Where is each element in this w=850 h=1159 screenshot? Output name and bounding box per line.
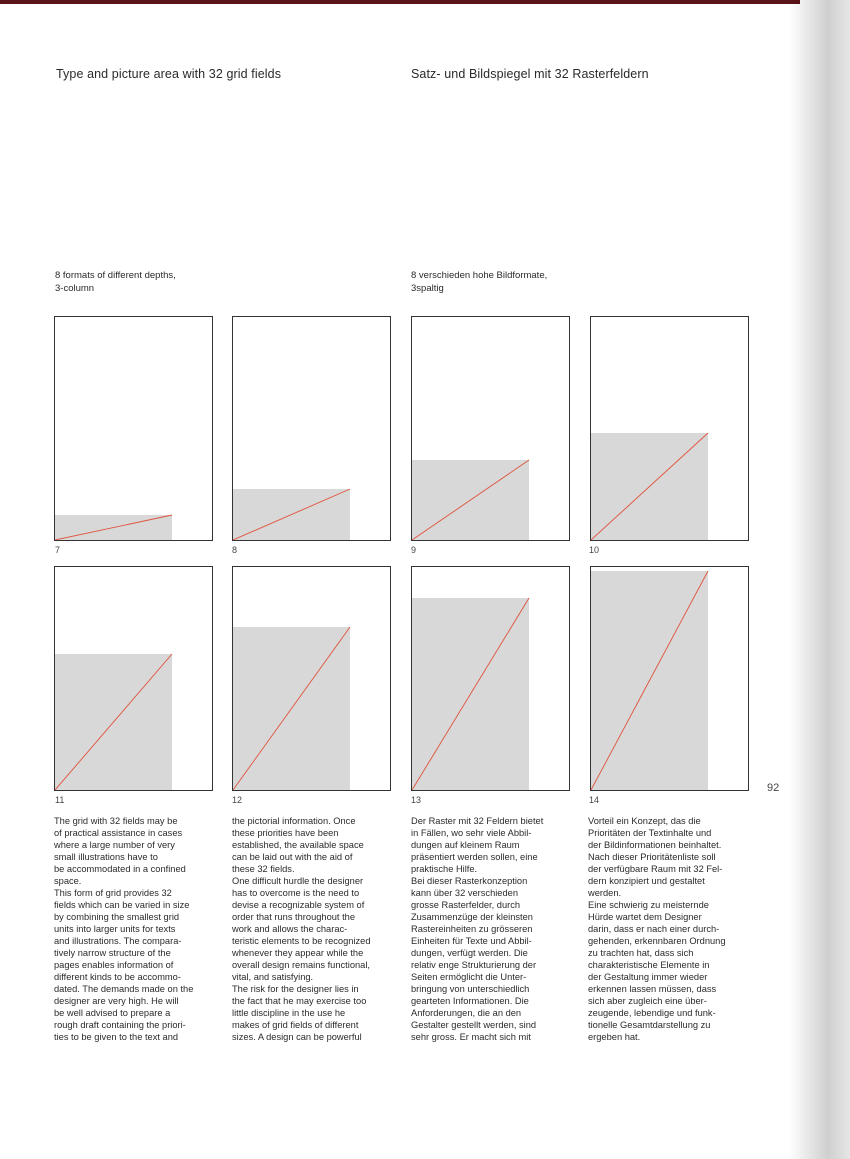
text-line: designer are very high. He will [54,996,179,1006]
text-line: Prioritäten der Textinhalte und [588,828,712,838]
text-line: This form of grid provides 32 [54,888,172,898]
text-line: The risk for the designer lies in [232,984,359,994]
figure-number-10: 10 [589,545,600,555]
text-line: darin, dass er nach einer durch- [588,924,720,934]
text-line: and illustrations. The compara- [54,936,182,946]
figure-number-7: 7 [55,545,61,555]
subheading-german-line-2: 3spaltig [411,283,444,294]
figure-number-8: 8 [232,545,238,555]
text-line: werden. [588,888,622,898]
text-line: gehenden, erkennbaren Ordnung [588,936,726,946]
text-line: Hürde wartet dem Designer [588,912,702,922]
text-line: has to overcome is the need to [232,888,360,898]
grid-format-10 [590,316,749,541]
text-line: established, the available space [232,840,364,850]
figure-number-9: 9 [411,545,417,555]
text-line: the pictorial information. Once [232,816,356,826]
format-diagram-8 [233,317,390,540]
text-line: sizes. A design can be powerful [232,1032,362,1042]
page-number: 92 [767,782,780,794]
text-line: Einheiten für Texte und Abbil- [411,936,532,946]
text-line: dungen, verfügt werden. Die [411,948,528,958]
text-line: relativ enge Strukturierung der [411,960,537,970]
text-line: tively narrow structure of the [54,948,171,958]
text-line: Der Raster mit 32 Feldern bietet [411,816,544,826]
subheading-english-line-1: 8 formats of different depths, [55,270,176,281]
text-line: der Bildinformationen beinhaltet. [588,840,722,850]
text-line: Nach dieser Prioritätenliste soll [588,852,716,862]
text-line: Zusammenzüge der kleinsten [411,912,533,922]
format-diagram-11 [55,567,212,790]
text-line: zeugende, lebendige und funk- [588,1008,716,1018]
text-line: dungen auf kleinem Raum [411,840,520,850]
grid-format-11 [54,566,213,791]
subheading-english-line-2: 3-column [55,283,95,294]
text-line: by combining the smallest grid [54,912,180,922]
text-line: space. [54,876,82,886]
book-spine [800,0,850,1159]
text-column-english-2 [232,815,394,1043]
text-line: One difficult hurdle the designer [232,876,364,886]
text-line: ergeben hat. [588,1032,641,1042]
text-line: be well advised to prepare a [54,1008,171,1018]
format-diagram-12 [233,567,390,790]
text-line: sehr gross. Er macht sich mit [411,1032,531,1042]
format-diagram-13 [412,567,569,790]
text-line: whenever they appear while the [232,948,364,958]
text-line: präsentiert werden sollen, eine [411,852,538,862]
text-line: praktische Hilfe. [411,864,478,874]
figure-number-13: 13 [411,795,422,805]
text-line: be accommodated in a confined [54,864,186,874]
text-line: The grid with 32 fields may be [54,816,178,826]
figure-number-12: 12 [232,795,243,805]
grid-format-9 [411,316,570,541]
text-line: the fact that he may exercise too [232,996,367,1006]
format-diagram-10 [591,317,748,540]
text-line: overall design remains functional, [232,960,370,970]
text-line: charakteristische Elemente in [588,960,710,970]
text-line: Bei dieser Rasterkonzeption [411,876,528,886]
format-diagram-14 [591,567,748,790]
text-line: these 32 fields. [232,864,295,874]
heading-english: Type and picture area with 32 grid fields [56,67,282,81]
text-line: pages enables information of [54,960,174,970]
text-line: can be laid out with the aid of [232,852,353,862]
text-line: grosse Rasterfelder, durch [411,900,521,910]
text-column-german-1 [411,815,573,1043]
text-line: units into larger units for texts [54,924,176,934]
text-line: Vorteil ein Konzept, das die [588,816,701,826]
text-line: makes of grid fields of different [232,1020,359,1030]
text-line: Gestalter gestellt werden, sind [411,1020,537,1030]
grid-format-12 [232,566,391,791]
text-line: different kinds to be accommo- [54,972,181,982]
text-line: Anforderungen, die an den [411,1008,522,1018]
text-line: small illustrations have to [54,852,158,862]
figure-number-11: 11 [55,795,65,805]
grid-format-14 [590,566,749,791]
text-line: sich aber zugleich eine über- [588,996,707,1006]
text-line: devise a recognizable system of [232,900,365,910]
text-column-english-1 [54,815,216,1043]
text-line: vital, and satisfying. [232,972,314,982]
grid-format-7 [54,316,213,541]
text-line: work and allows the charac- [232,924,348,934]
text-line: Rastereinheiten zu grösseren [411,924,533,934]
text-line: dated. The demands made on the [54,984,194,994]
text-line: kann über 32 verschieden [411,888,518,898]
text-line: of practical assistance in cases [54,828,183,838]
figure-number-14: 14 [589,795,600,805]
format-diagram-9 [412,317,569,540]
text-line: ties to be given to the text and [54,1032,179,1042]
subheading-english [55,269,176,295]
grid-format-8 [232,316,391,541]
text-line: Seiten ermöglicht die Unter- [411,972,527,982]
text-line: bringung von unterschiedlich [411,984,530,994]
text-column-german-2 [588,815,750,1043]
text-line: where a large number of very [54,840,175,850]
text-line: Eine schwierig zu meisternde [588,900,709,910]
text-line: in Fällen, wo sehr viele Abbil- [411,828,532,838]
text-line: dern konzipiert und gestaltet [588,876,705,886]
top-edge-bar [0,0,850,4]
heading-german: Satz- und Bildspiegel mit 32 Rasterfeldern [411,67,649,81]
format-diagram-7 [55,317,212,540]
text-line: tionelle Gesamtdarstellung zu [588,1020,711,1030]
subheading-german-line-1: 8 verschieden hohe Bildformate, [411,270,548,281]
text-line: der verfügbare Raum mit 32 Fel- [588,864,723,874]
text-line: der Gestaltung immer wieder [588,972,708,982]
text-line: zu trachten hat, dass sich [588,948,694,958]
text-line: little discipline in the use he [232,1008,346,1018]
subheading-german [411,269,547,295]
text-line: erkennen lassen müssen, dass [588,984,717,994]
text-line: teristic elements to be recognized [232,936,371,946]
grid-format-13 [411,566,570,791]
text-line: order that runs throughout the [232,912,356,922]
text-line: gearteten Informationen. Die [411,996,529,1006]
text-line: fields which can be varied in size [54,900,190,910]
text-line: these priorities have been [232,828,339,838]
text-line: rough draft containing the priori- [54,1020,186,1030]
